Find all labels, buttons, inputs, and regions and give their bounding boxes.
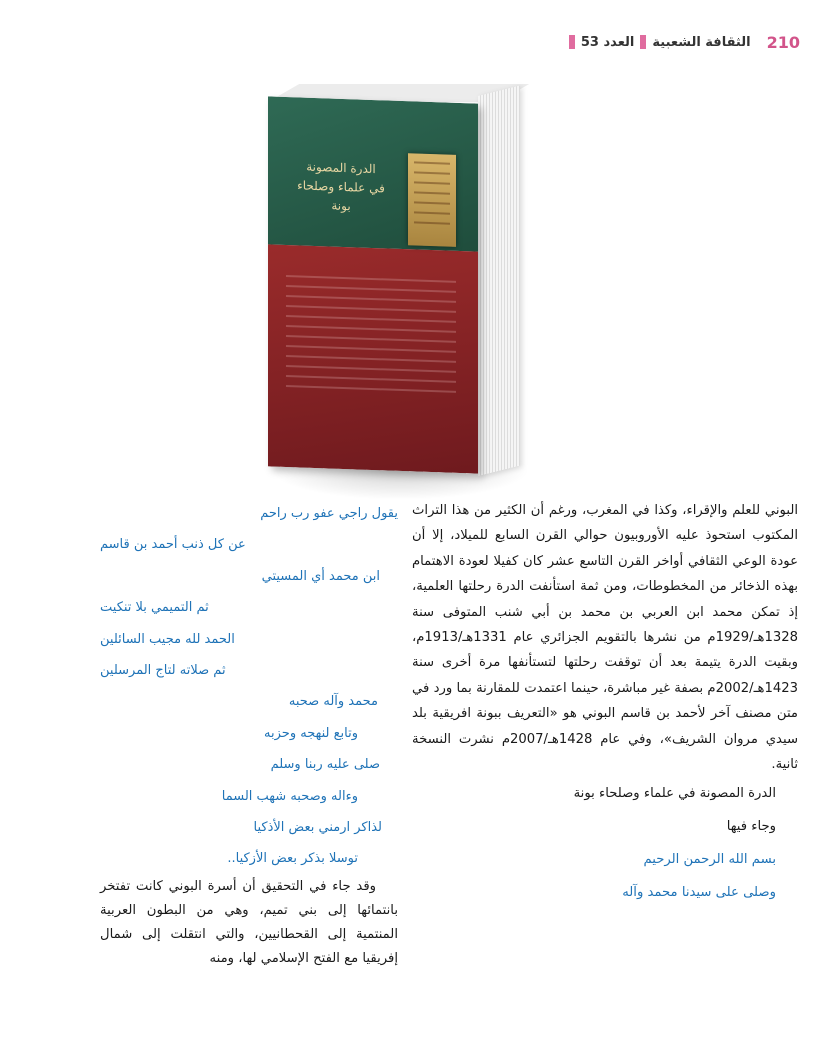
poem-verse: محمد وآله صحبه bbox=[288, 694, 378, 710]
book-title-line2: في علماء وصلحاء بونة bbox=[297, 178, 385, 214]
page-header bbox=[560, 30, 800, 54]
poem-verse: ثم صلاته لتاج المرسلين bbox=[100, 662, 226, 678]
header-separator bbox=[640, 35, 646, 49]
book-front-cover bbox=[268, 96, 478, 473]
poem-verse: ابن محمد أي المسيتي bbox=[261, 568, 380, 584]
book-title bbox=[286, 157, 396, 218]
poem-verse: عن كل ذنب أحمد بن قاسم bbox=[100, 537, 246, 553]
poem-verse: الحمد لله مجيب السائلين bbox=[100, 631, 235, 647]
poem-verse: صلى عليه ربنا وسلم bbox=[270, 757, 380, 773]
left-column-poem bbox=[100, 498, 398, 875]
right-column bbox=[412, 498, 798, 909]
book-pages bbox=[478, 86, 520, 476]
poem-verse: وتابع لنهجه وحزبه bbox=[264, 725, 358, 741]
body-paragraph: وقد جاء في التحقيق أن أسرة البوني كانت تفتخر بانتمائها إلى بني تميم، وهي من البطون العربية المنتمية إلى القحطانيين، والتي انتقلت إلى شمال إفريقيا مع الفتح الإسلامي لها، ومنه bbox=[100, 879, 398, 966]
page-number: 210 bbox=[766, 32, 800, 52]
left-column-paragraph bbox=[100, 875, 398, 971]
book-cover-image bbox=[250, 70, 550, 500]
poem-verse: وءاله وصحبه شهب السما bbox=[221, 788, 358, 804]
magazine-title: الثقافة الشعبية bbox=[652, 34, 751, 50]
poem-verse: لذاكر ارمني بعض الأذكيا bbox=[253, 819, 382, 835]
basmala: بسم الله الرحمن الرحيم bbox=[643, 852, 776, 868]
manuscript-image bbox=[408, 153, 456, 247]
body-paragraph: البوني للعلم والإقراء، وكذا في المغرب، ورغم أن الكثير من هذا التراث المكتوب استحوذ عليه الأوروبيون حوالي القرن السابع للميلاد، إلا أن عودة الوعي الثقافي أواخر القرن التاسع عشر كان كفيلا لعودة الاهتمام بهذه الذخائر من المخطوطات، ومن ثمة استأنفت الدرة رحلتها العلمية، إذ تمكن محمد ابن العربي بن محمد بن أبي شنب المتوفى سنة 1328هـ/1929م من نشرها بالتقويم الجزائري عام 1331هـ/1913م، وبقيت الدرة يتيمة بعد أن توقفت رحلتها لتستأنفها مرة أخرى سنة 1423هـ/2002م بصفة غير مباشرة، حينما اعتمدت للمقارنة بما ورد في متن مصنف آخر لأحمد بن قاسم البوني هو «التعريف ببونة افريقية بلد سيدي مروان الشريف»، وفي عام 1428هـ/2007م نشرت النسخة ثانية. bbox=[412, 503, 798, 773]
issue-number: العدد 53 bbox=[580, 34, 635, 50]
poem-verse: توسلا بذكر بعض الأزكيا.. bbox=[227, 851, 358, 867]
poem-verse: يقول راجي عفو رب راحم bbox=[260, 506, 398, 521]
cover-text-texture bbox=[286, 267, 456, 401]
book-title-line1: الدرة المصونة bbox=[306, 159, 376, 177]
quote-title: الدرة المصونة في علماء وصلحاء بونة bbox=[573, 786, 776, 802]
quote-intro: وجاء فيها bbox=[726, 819, 776, 835]
poem-verse: ثم التميمي بلا تنكيت bbox=[100, 600, 209, 616]
header-marker bbox=[569, 35, 575, 49]
salawat: وصلى على سيدنا محمد وآله bbox=[622, 885, 776, 901]
